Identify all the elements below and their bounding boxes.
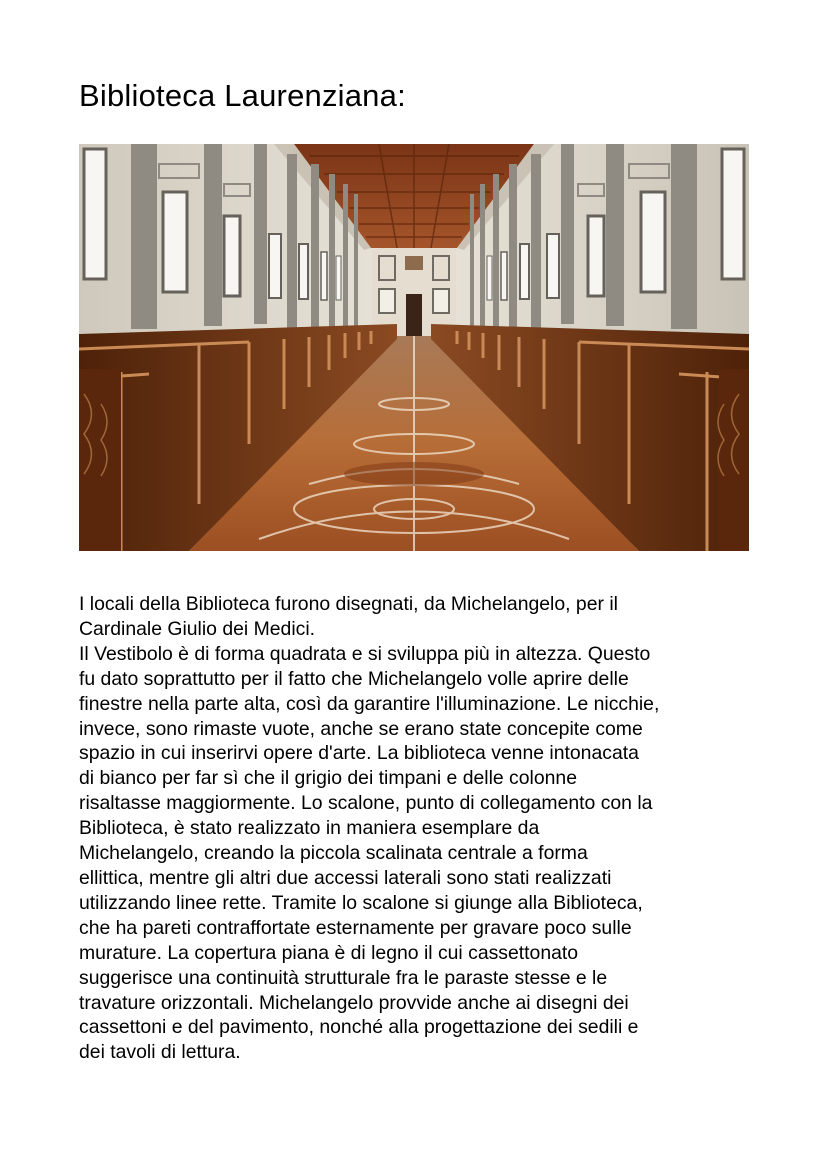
body-line: che ha pareti contraffortate esternamente per gravare poco sulle [79,916,632,939]
body-line: spazio in cui inserirvi opere d'arte. La biblioteca venne intonacata [79,742,639,765]
body-line: Il Vestibolo è di forma quadrata e si sviluppa più in altezza. Questo [79,642,651,665]
body-line: cassettoni e del pavimento, nonché alla progettazione dei sedili e [79,1016,639,1039]
body-line: ellittica, mentre gli altri due accessi laterali sono stati realizzati [79,866,612,889]
body-line: risaltasse maggiormente. Lo scalone, punto di collegamento con la [79,792,653,815]
body-line: Michelangelo, creando la piccola scalinata centrale a forma [79,842,588,865]
page-title: Biblioteca Laurenziana: [79,78,406,113]
body-line: invece, sono rimaste vuote, anche se erano state concepite come [79,717,643,740]
body-line: I locali della Biblioteca furono disegnati, da Michelangelo, per il [79,593,618,615]
body-line: Cardinale Giulio dei Medici. [79,617,316,640]
body-line: suggerisce una continuità strutturale fra le paraste stesse e le [79,966,608,989]
body-line: finestre nella parte alta, così da garantire l'illuminazione. Le nicchie, [79,692,660,715]
body-line: utilizzando linee rette. Tramite lo scalone si giunge alla Biblioteca, [79,891,643,914]
library-photo [79,144,749,551]
body-line: dei tavoli di lettura. [79,1041,241,1064]
body-line: Biblioteca, è stato realizzato in maniera esemplare da [79,817,540,840]
body-line: fu dato soprattutto per il fatto che Michelangelo volle aprire delle [79,667,629,690]
body-line: murature. La copertura piana è di legno il cui cassettonato [79,941,579,964]
body-line: di bianco per far sì che il grigio dei timpani e delle colonne [79,767,577,790]
body-text [79,592,759,1065]
body-line: travature orizzontali. Michelangelo provvide anche ai disegni dei [79,991,629,1014]
